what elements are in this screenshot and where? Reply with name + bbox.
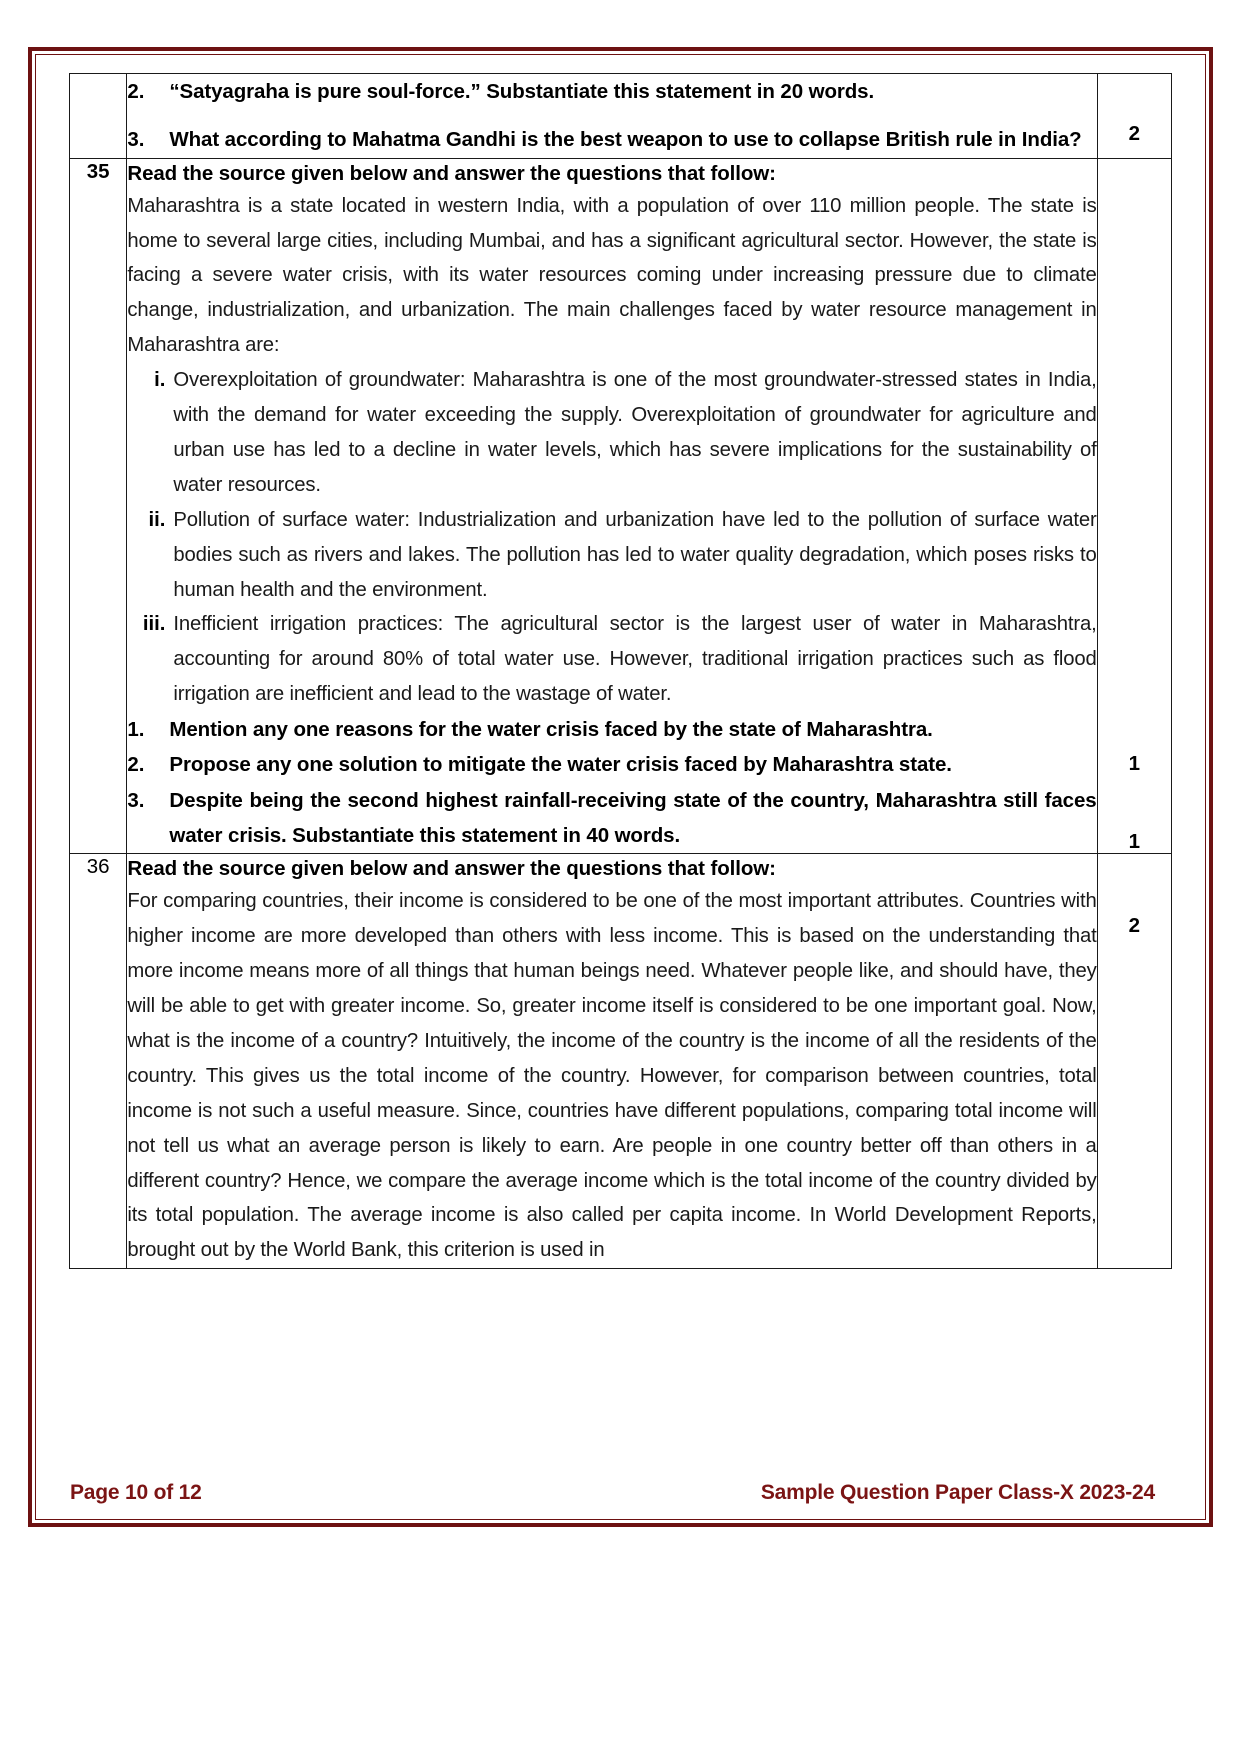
list-marker: 3. (127, 128, 145, 152)
list-marker: 2. (127, 753, 145, 777)
page-footer (56, 1481, 1185, 1505)
list-marker: 3. (127, 788, 145, 812)
page-border-frame (28, 47, 1213, 1527)
marks-value: 1 (1128, 829, 1140, 853)
challenges-list (127, 363, 1096, 712)
question-number-cell: 35 (70, 158, 127, 854)
paper-title-label: Sample Question Paper Class-X 2023-24 (760, 1481, 1155, 1504)
list-text: Despite being the second highest rainfall-receiving state of the country, Maharashtra still faces water crisis. Substantiate this statement in 40 words. (169, 788, 1097, 847)
question-number-cell: 36 (70, 854, 127, 1269)
list-marker: i. (154, 369, 166, 392)
marks-cell (1097, 854, 1171, 1269)
question-content-cell (127, 74, 1097, 159)
list-item (127, 74, 1096, 109)
list-marker: 2. (127, 80, 145, 103)
list-item (127, 503, 1096, 608)
list-item (127, 712, 1096, 747)
list-item (127, 747, 1096, 782)
list-marker: iii. (142, 613, 166, 636)
source-paragraph: For comparing countries, their income is considered to be one of the most important attributes. Countries with higher income are more developed than others with less income. This is based on the understanding that more income means more of all things that human beings need. Whatever people like, and should have, they will be able to get with greater income. So, greater income itself is considered to be one important goal. Now, what is the income of a country? Intuitively, the income of the country is the income of all the residents of the country. This gives us the total income of the country. However, for comparison between countries, total income is not such a useful measure. Since, countries have different populations, comparing total income will not tell us what an average person is likely to earn. Are people in one country better off than others in a different country? Hence, we compare the average income which is the total income of the country divided by its total population. The average income is also called per capita income. In World Development Reports, brought out by the World Bank, this criterion is used in (127, 890, 1097, 1262)
page-number-label: Page 10 of 12 (70, 1481, 202, 1504)
table-row (70, 854, 1172, 1269)
question-content-cell (127, 854, 1097, 1269)
page-border-inner (35, 54, 1206, 1520)
list-marker: ii. (148, 508, 166, 531)
list-item (127, 607, 1096, 712)
list-text: Propose any one solution to mitigate the water crisis faced by Maharashtra state. (169, 753, 952, 777)
continuation-question-list (127, 74, 1096, 158)
list-text: “Satyagraha is pure soul-force.” Substantiate this statement in 20 words. (169, 80, 875, 103)
list-text: What according to Mahatma Gandhi is the best weapon to use to collapse British rule in India? (169, 128, 1082, 152)
question-content-cell (127, 158, 1097, 854)
marks-value: 1 (1128, 751, 1140, 775)
source-heading: Read the source given below and answer the questions that follow: (127, 857, 776, 881)
source-heading: Read the source given below and answer the questions that follow: (127, 161, 776, 185)
table-row (70, 158, 1172, 854)
list-item (127, 363, 1096, 503)
marks-value: 2 (1128, 122, 1140, 145)
list-marker: 1. (127, 718, 145, 742)
list-text: Overexploitation of groundwater: Maharashtra is one of the most groundwater-stressed states in India, with the demand for water exceeding the supply. Overexploitation of groundwater for agriculture and urban use has led to a decline in water levels, which has severe implications for the sustainability of water resources. (173, 369, 1097, 496)
marks-cell (1097, 158, 1171, 937)
list-text: Inefficient irrigation practices: The agricultural sector is the largest user of water in Maharashtra, accounting for around 80% of total water use. However, traditional irrigation practices such as flood irrigation are inefficient and lead to the wastage of water. (173, 613, 1097, 706)
question-number-cell (70, 74, 127, 159)
list-text: Pollution of surface water: Industrialization and urbanization have led to the pollution of surface water bodies such as rivers and lakes. The pollution has led to water quality degradation, which poses risks to human health and the environment. (173, 508, 1097, 601)
list-text: Mention any one reasons for the water crisis faced by the state of Maharashtra. (169, 718, 933, 742)
sub-question-list (127, 712, 1096, 853)
question-table (69, 73, 1172, 1269)
marks-cell (1097, 74, 1171, 159)
list-item (127, 122, 1096, 157)
source-paragraph: Maharashtra is a state located in western India, with a population of over 110 million people. The state is home to several large cities, including Mumbai, and has a significant agricultural sector. However, the state is facing a severe water crisis, with its water resources coming under increasing pressure due to climate change, industrialization, and urbanization. The main challenges faced by water resource management in Maharashtra are: (127, 194, 1097, 357)
marks-value: 2 (1128, 913, 1140, 937)
table-row (70, 74, 1172, 159)
list-item (127, 783, 1096, 854)
